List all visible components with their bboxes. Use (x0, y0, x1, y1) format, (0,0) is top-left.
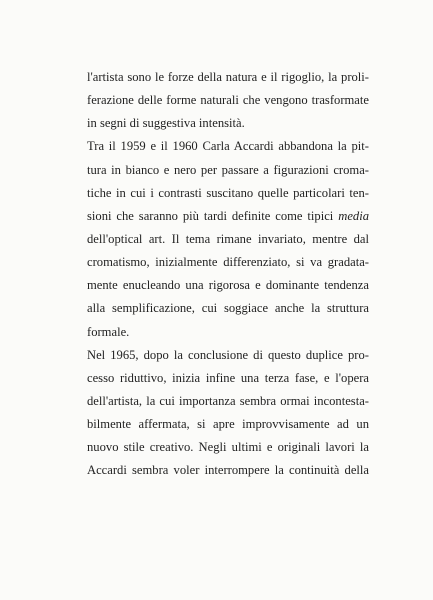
text-line: l'artista sono le forze della natura e il rigoglio, la proli- (87, 70, 369, 84)
text-line-segment: sioni che saranno più tardi definite come tipici (87, 208, 334, 223)
text-line: formale. (87, 324, 130, 339)
italic-term: media (338, 208, 369, 223)
text-line (87, 205, 369, 228)
text-line: ferazione delle forme naturali che vengono trasformate (87, 93, 369, 108)
paragraph-2 (87, 135, 369, 343)
paragraph-3 (87, 344, 369, 483)
paragraph-1 (87, 66, 369, 135)
text-line: Tra il 1959 e il 1960 Carla Accardi abbandona la pit- (87, 139, 369, 154)
text-line: dell'optical art. Il tema rimane invariato, mentre dal (87, 231, 369, 246)
text-line: cromatismo, inizialmente differenziato, si va gradata- (87, 255, 369, 270)
body-text (87, 66, 369, 483)
text-line: alla semplificazione, cui soggiace anche la struttura (87, 301, 369, 316)
text-line: cesso riduttivo, inizia infine una terza fase, e l'opera (87, 370, 369, 385)
text-line: Accardi sembra voler interrompere la continuità della (87, 463, 369, 478)
text-line: tura in bianco e nero per passare a figurazioni croma- (87, 162, 369, 177)
text-line: nuovo stile creativo. Negli ultimi e originali lavori la (87, 440, 369, 455)
text-line: dell'artista, la cui importanza sembra ormai incontesta- (87, 393, 369, 408)
text-line: in segni di suggestiva intensità. (87, 116, 245, 131)
text-line: mente enucleando una rigorosa e dominante tendenza (87, 278, 369, 293)
text-line: tiche in cui i contrasti suscitano quelle particolari ten- (87, 185, 369, 200)
text-line: Nel 1965, dopo la conclusione di questo duplice pro- (87, 347, 369, 362)
text-line: bilmente affermata, si apre improvvisamente ad un (87, 417, 369, 432)
